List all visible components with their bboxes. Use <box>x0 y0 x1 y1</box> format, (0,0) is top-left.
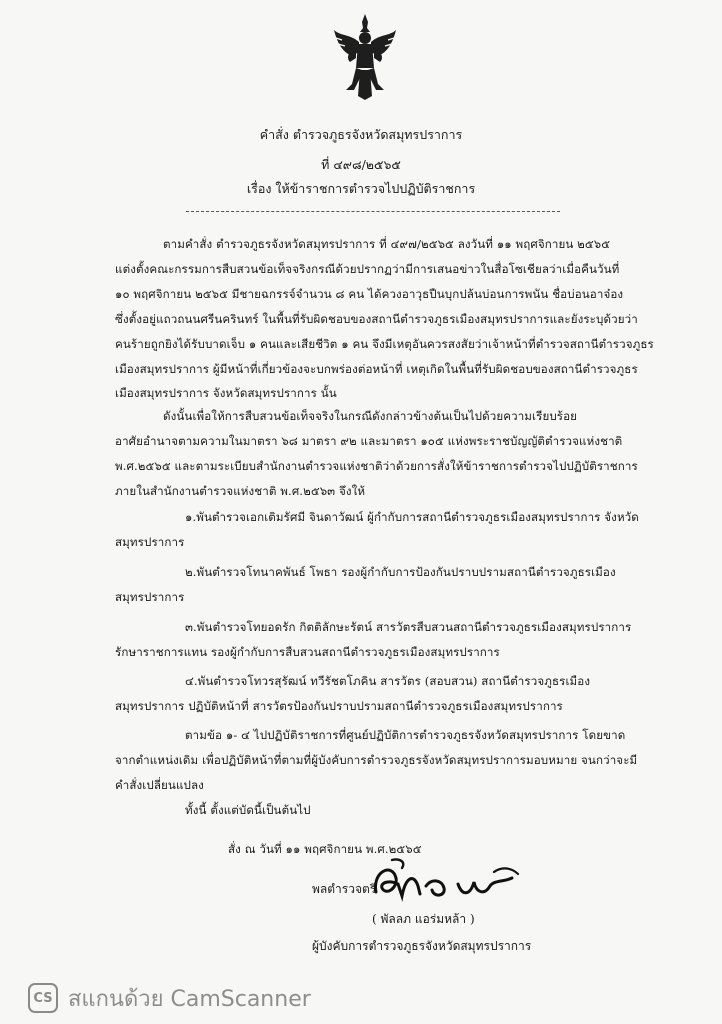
body-line: สมุทรปราการ ปฏิบัติหน้าที่ สารวัตรป้องกันปราบปรามสถานีตำรวจภูธรเมืองสมุทรปราการ <box>115 699 563 713</box>
body-line: ดังนั้นเพื่อให้การสืบสวนข้อเท็จจริงในกรณีดังกล่าวข้างต้นเป็นไปด้วยความเรียบร้อย <box>163 409 578 423</box>
camscanner-logo-icon: CS <box>28 983 58 1013</box>
body-line: ภายในสำนักงานตำรวจแห่งชาติ พ.ศ.๒๕๖๓ จึงให้ <box>115 484 366 498</box>
garuda-emblem-icon <box>332 12 398 102</box>
body-line: สมุทรปราการ <box>115 590 185 604</box>
header-divider <box>186 211 560 212</box>
body-line: คำสั่งเปลี่ยนแปลง <box>115 778 204 792</box>
body-line: ซึ่งตั้งอยู่แถวถนนศรีนครินทร์ ในพื้นที่รับผิดชอบของสถานีตำรวจภูธรเมืองสมุทรปราการและยังระบุด้วยว่า <box>115 312 638 326</box>
body-line: ตามข้อ ๑- ๔ ไปปฏิบัติราชการที่ศูนย์ปฏิบัติการตำรวจภูธรจังหวัดสมุทรปราการ โดยขาด <box>185 728 626 742</box>
signer-name: ( พัลลภ แอร่มหล้า ) <box>372 912 475 926</box>
body-line: ตามคำสั่ง ตำรวจภูธรจังหวัดสมุทรปราการ ที่ ๔๙๗/๒๕๖๕ ลงวันที่ ๑๑ พฤศจิกายน ๒๕๖๕ <box>163 237 611 251</box>
order-date: สั่ง ณ วันที่ ๑๑ พฤศจิกายน พ.ศ.๒๕๖๕ <box>228 842 422 856</box>
handwritten-signature-icon <box>362 852 532 910</box>
order-subject: เรื่อง ให้ข้าราชการตำรวจไปปฏิบัติราชการ <box>246 181 476 196</box>
body-line: สมุทรปราการ <box>115 535 185 549</box>
order-title: คำสั่ง ตำรวจภูธรจังหวัดสมุทรปราการ <box>259 127 463 142</box>
camscanner-footer <box>0 972 722 1024</box>
body-line: รักษาราชการแทน รองผู้กำกับการสืบสวนสถานีตำรวจภูธรเมืองสมุทรปราการ <box>115 645 500 659</box>
signer-position: ผู้บังคับการตำรวจภูธรจังหวัดสมุทรปราการ <box>312 939 532 953</box>
assignment-item: ๒.พันตำรวจโทนาคพันธ์ โพธา รองผู้กำกับการป้องกันปราบปรามสถานีตำรวจภูธรเมือง <box>185 565 616 579</box>
body-line: เมืองสมุทรปราการ ผู้มีหน้าที่เกี่ยวข้องจะบกพร่องต่อหน้าที่ เหตุเกิดในพื้นที่รับผิดชอบของสถานีตำรวจภูธร <box>115 362 638 376</box>
order-number: ที่ ๔๙๘/๒๕๖๕ <box>321 157 401 172</box>
assignment-item: ๓.พันตำรวจโทยอดรัก กิตติลักษะรัตน์ สารวัตรสืบสวนสถานีตำรวจภูธรเมืองสมุทรปราการ <box>185 620 632 634</box>
assignment-item: ๔.พันตำรวจโทวรสุรัฒน์ ทวีรัชตโภคิน สารวัตร (สอบสวน) สถานีตำรวจภูธรเมือง <box>185 674 591 688</box>
body-line: คนร้ายถูกยิงได้รับบาดเจ็บ ๑ คนและเสียชีวิต ๑ คน จึงมีเหตุอันควรสงสัยว่าเจ้าหน้าที่ตำรวจสถานีตำรวจภูธร <box>115 337 654 351</box>
body-line: พ.ศ.๒๕๖๕ และตามระเบียบสำนักงานตำรวจแห่งชาติว่าด้วยการสั่งให้ข้าราชการตำรวจไปปฏิบัติราชการ <box>115 459 638 473</box>
assignment-item: ๑.พันตำรวจเอกเติมรัศมี จินดาวัฒน์ ผู้กำกับการสถานีตำรวจภูธรเมืองสมุทรปราการ จังหวัด <box>185 510 639 524</box>
body-line: แต่งตั้งคณะกรรมการสืบสวนข้อเท็จจริงกรณีด้วยปรากฏว่ามีการเสนอข่าวในสื่อโซเชียลว่าเมื่อคืนวันที่ <box>115 262 620 276</box>
body-line: เมืองสมุทรปราการ จังหวัดสมุทรปราการ นั้น <box>115 386 337 400</box>
body-line: อาศัยอำนาจตามความในมาตรา ๖๘ มาตรา ๙๒ และมาตรา ๑๐๕ แห่งพระราชบัญญัติตำรวจแห่งชาติ <box>115 434 623 448</box>
camscanner-watermark-text: สแกนด้วย CamScanner <box>68 986 311 1012</box>
signer-rank: พลตำรวจตรี <box>312 882 377 896</box>
closing-line: ทั้งนี้ ตั้งแต่บัดนี้เป็นต้นไป <box>185 803 311 817</box>
body-line: จากตำแหน่งเดิม เพื่อปฏิบัติหน้าที่ตามที่ผู้บังคับการตำรวจภูธรจังหวัดสมุทรปราการมอบหมาย จนกว่าจะมี <box>115 753 638 767</box>
body-line: ๑๐ พฤศจิกายน ๒๕๖๕ มีชายฉกรรจ์จำนวน ๘ คน ได้ควงอาวุธปืนบุกปล้นบ่อนการพนัน ชื่อบ่อนอาจ๋อง <box>115 287 624 301</box>
